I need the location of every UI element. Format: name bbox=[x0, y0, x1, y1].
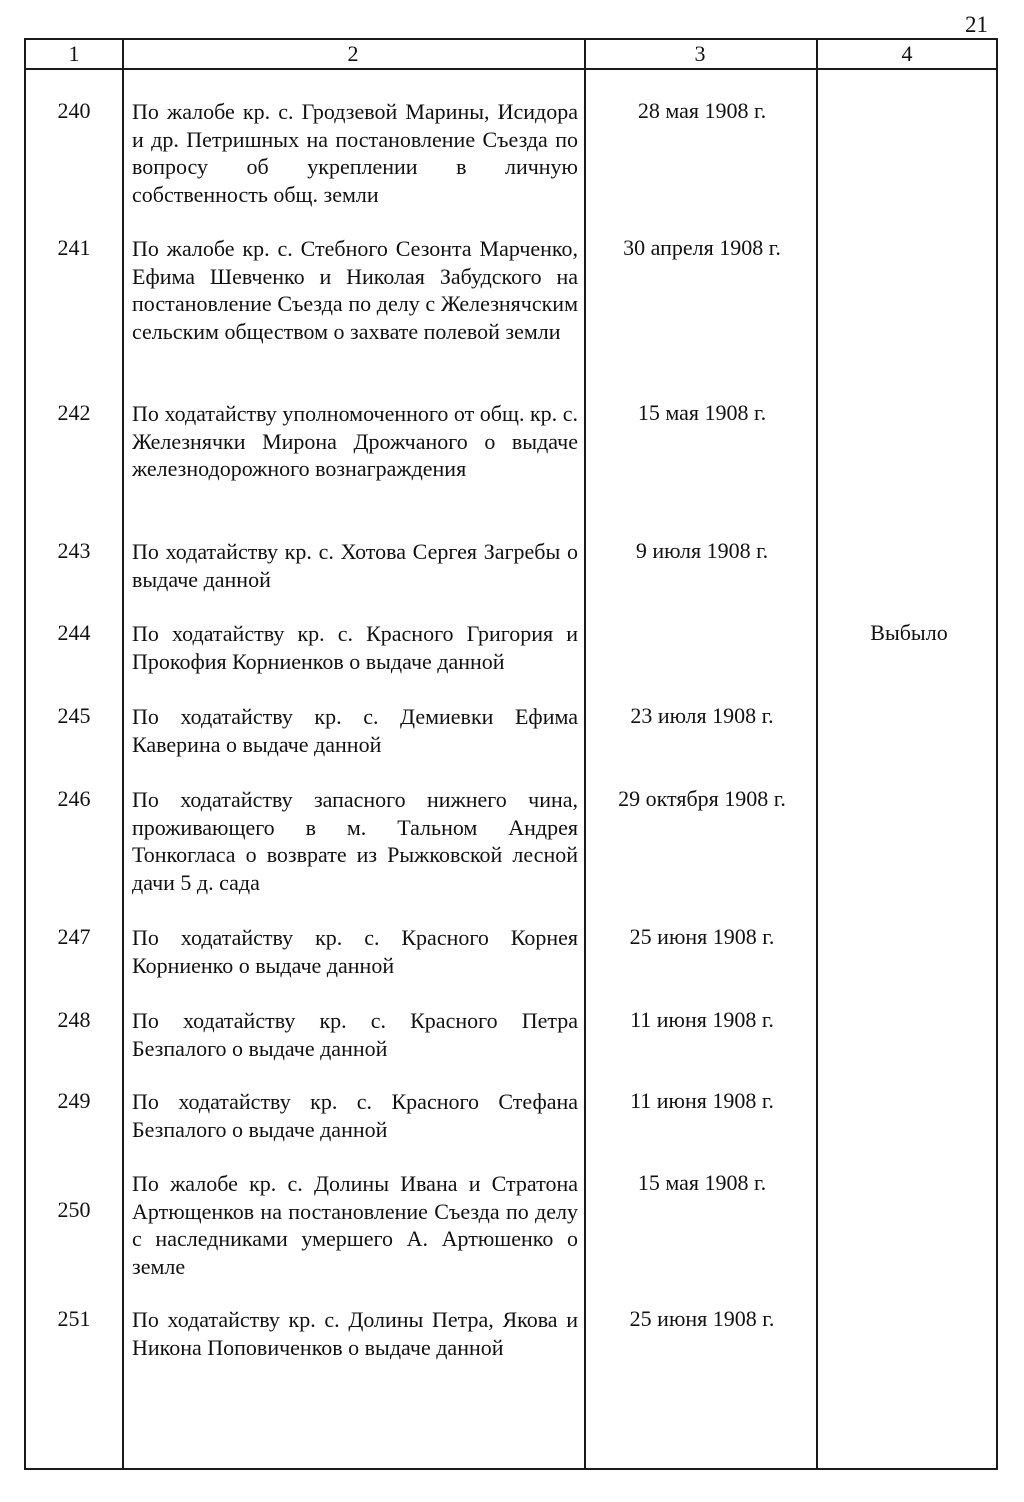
row-description: По жалобе кр. с. Стебного Сезонта Марченко, Ефима Шевченко и Николая Забудского на постановление Съезда по делу с Железнячским сельским обществом о захвате полевой земли bbox=[132, 236, 578, 344]
row-description: По ходатайству кр. с. Демиевки Ефима Каверина о выдаче данной bbox=[132, 704, 578, 757]
column-header-3: 3 bbox=[694, 41, 706, 66]
row-number: 250 bbox=[57, 1197, 91, 1222]
row-number: 245 bbox=[57, 703, 91, 728]
row-description: По ходатайству запасного нижнего чина, проживающего в м. Тальном Андрея Тонкогласа о возврате из Рыжковской лесной дачи 5 д. сада bbox=[132, 787, 578, 895]
row-description: По жалобе кр. с. Долины Ивана и Стратона Артющенков на постановление Съезда по делу с наследниками умершего А. Артюшенко о земле bbox=[132, 1171, 578, 1279]
row-description: По ходатайству уполномоченного от общ. кр. с. Железнячки Мирона Дрожчаного о выдаче железнодорожного вознаграждения bbox=[132, 401, 578, 481]
row-number: 244 bbox=[57, 620, 91, 645]
column-header-2: 2 bbox=[347, 41, 359, 66]
column-divider bbox=[122, 40, 124, 1468]
row-number: 249 bbox=[57, 1088, 91, 1113]
column-divider bbox=[584, 40, 586, 1468]
row-number: 247 bbox=[57, 924, 91, 949]
row-description: По ходатайству кр. с. Красного Стефана Безпалого о выдаче данной bbox=[132, 1089, 578, 1142]
row-date: 15 мая 1908 г. bbox=[637, 400, 767, 425]
register-table bbox=[24, 38, 998, 1470]
row-number: 251 bbox=[57, 1306, 91, 1331]
column-divider bbox=[816, 40, 818, 1468]
row-date: 11 июня 1908 г. bbox=[630, 1007, 774, 1032]
row-description: По жалобе кр. с. Гродзевой Марины, Исидора и др. Петришных на постановление Съезда по вопросу об укреплении в личную собственность общ. земли bbox=[132, 99, 578, 207]
row-number: 242 bbox=[57, 400, 91, 425]
page-number: 21 bbox=[965, 12, 988, 37]
row-remark: Выбыло bbox=[870, 620, 948, 645]
row-date: 9 июля 1908 г. bbox=[635, 538, 769, 563]
row-date: 25 июня 1908 г. bbox=[629, 1306, 775, 1331]
row-date: 11 июня 1908 г. bbox=[630, 1088, 774, 1113]
header-divider bbox=[26, 68, 996, 70]
column-header-1: 1 bbox=[68, 41, 80, 66]
row-description: По ходатайству кр. с. Красного Григория и Прокофия Корниенков о выдаче данной bbox=[132, 621, 578, 674]
row-date: 23 июля 1908 г. bbox=[630, 703, 774, 728]
row-description: По ходатайству кр. с. Долины Петра, Якова и Никона Поповиченков о выдаче данной bbox=[132, 1307, 578, 1360]
row-date: 25 июня 1908 г. bbox=[629, 924, 775, 949]
row-description: По ходатайству кр. с. Красного Петра Безпалого о выдаче данной bbox=[132, 1008, 578, 1061]
row-number: 246 bbox=[57, 786, 91, 811]
row-date: 30 апреля 1908 г. bbox=[623, 235, 781, 260]
row-description: По ходатайству кр. с. Красного Корнея Корниенко о выдаче данной bbox=[132, 925, 578, 978]
row-number: 241 bbox=[57, 235, 91, 260]
row-date: 29 октября 1908 г. bbox=[618, 786, 786, 811]
row-date: 15 мая 1908 г. bbox=[637, 1170, 767, 1195]
row-number: 248 bbox=[57, 1007, 91, 1032]
row-description: По ходатайству кр. с. Хотова Сергея Загребы о выдаче данной bbox=[132, 539, 578, 592]
row-date: 28 мая 1908 г. bbox=[637, 98, 767, 123]
row-number: 240 bbox=[57, 98, 91, 123]
column-header-4: 4 bbox=[901, 41, 913, 66]
row-number: 243 bbox=[57, 538, 91, 563]
